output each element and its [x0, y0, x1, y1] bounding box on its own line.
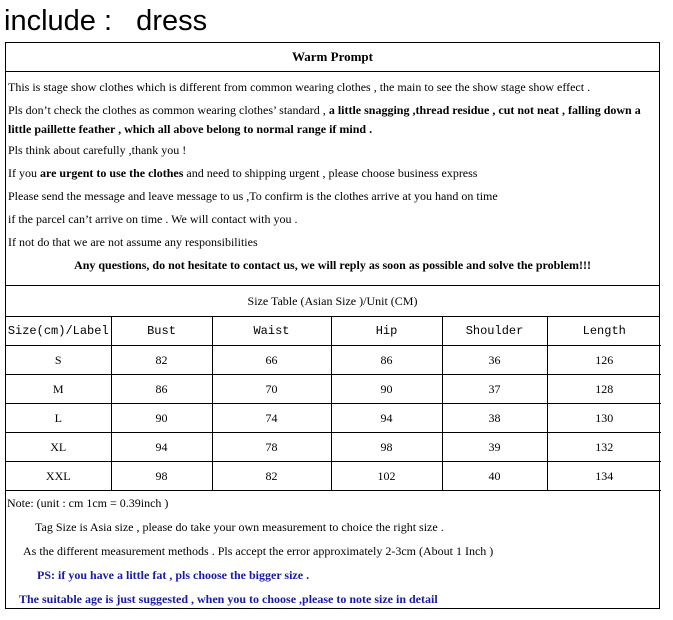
note-tag-size: Tag Size is Asia size , please do take your own measurement to choice the right size .	[35, 520, 444, 534]
table-row	[6, 404, 661, 433]
table-cell: 86	[331, 346, 442, 375]
table-cell: 128	[547, 375, 661, 404]
size-label-cell: L	[6, 404, 111, 433]
table-cell: 90	[111, 404, 212, 433]
table-row	[6, 375, 661, 404]
size-label-cell: XL	[6, 433, 111, 462]
size-label-cell: M	[6, 375, 111, 404]
prompt-line-4	[8, 162, 657, 185]
table-cell: 98	[111, 462, 212, 491]
column-header: Shoulder	[442, 317, 547, 346]
size-label-cell: XXL	[6, 462, 111, 491]
table-cell: 39	[442, 433, 547, 462]
notes-section	[6, 491, 659, 611]
note-unit: Note: (unit : cm 1cm = 0.39inch )	[7, 496, 169, 510]
table-cell: 36	[442, 346, 547, 375]
table-cell: 132	[547, 433, 661, 462]
table-cell: 94	[331, 404, 442, 433]
table-cell: 37	[442, 375, 547, 404]
info-frame	[5, 42, 660, 609]
prompt-line-6: if the parcel can’t arrive on time . We will contact with you .	[8, 212, 298, 226]
table-row	[6, 433, 661, 462]
prompt-line-5: Please send the message and leave message to us ,To confirm is the clothes arrive at you hand on time	[8, 189, 498, 203]
size-table-header-row	[6, 317, 661, 346]
prompt-line-8: Any questions, do not hesitate to contact us, we will reply as soon as possible and solve the problem!!!	[74, 258, 591, 272]
prompt-line-4-a: If you	[8, 166, 40, 180]
column-header: Length	[547, 317, 661, 346]
column-header: Size(cm)/Label	[6, 317, 111, 346]
prompt-line-7: If not do that we are not assume any responsibilities	[8, 235, 258, 249]
size-label-cell: S	[6, 346, 111, 375]
prompt-line-4-bold: are urgent to use the clothes	[40, 166, 184, 180]
prompt-line-2-normal: Pls don’t check the clothes as common wearing clothes’ standard ,	[8, 103, 329, 117]
table-cell: 94	[111, 433, 212, 462]
prompt-line-2	[8, 101, 657, 139]
table-cell: 102	[331, 462, 442, 491]
warm-prompt-body	[6, 72, 659, 286]
prompt-line-4-c: and need to shipping urgent , please choose business express	[183, 166, 478, 180]
table-cell: 90	[331, 375, 442, 404]
note-age: The suitable age is just suggested , when you to choose ,please to note size in detail	[19, 592, 438, 606]
prompt-line-2-bold: a little snagging ,thread residue , cut not neat , falling down a little paillette feather , which all above belong to normal range if mind .	[8, 103, 641, 136]
table-cell: 70	[212, 375, 331, 404]
header-title: include : dress	[4, 5, 208, 37]
column-header: Waist	[212, 317, 331, 346]
table-cell: 40	[442, 462, 547, 491]
size-table	[6, 317, 661, 491]
note-ps: PS: if you have a little fat , pls choose the bigger size .	[37, 568, 310, 582]
column-header: Bust	[111, 317, 212, 346]
warm-prompt-title: Warm Prompt	[6, 43, 659, 72]
prompt-line-1: This is stage show clothes which is different from common wearing clothes , the main to see the show stage show effect .	[8, 80, 591, 94]
note-measurement: As the different measurement methods . Pls accept the error approximately 2-3cm (About 1 Inch )	[23, 544, 494, 558]
table-cell: 86	[111, 375, 212, 404]
table-cell: 66	[212, 346, 331, 375]
table-row	[6, 462, 661, 491]
column-header: Hip	[331, 317, 442, 346]
table-cell: 38	[442, 404, 547, 433]
table-cell: 134	[547, 462, 661, 491]
table-cell: 126	[547, 346, 661, 375]
size-table-title: Size Table (Asian Size )/Unit (CM)	[6, 286, 659, 317]
table-row	[6, 346, 661, 375]
prompt-line-3: Pls think about carefully ,thank you !	[8, 143, 187, 157]
table-cell: 78	[212, 433, 331, 462]
table-cell: 98	[331, 433, 442, 462]
table-cell: 82	[111, 346, 212, 375]
table-cell: 130	[547, 404, 661, 433]
table-cell: 82	[212, 462, 331, 491]
table-cell: 74	[212, 404, 331, 433]
